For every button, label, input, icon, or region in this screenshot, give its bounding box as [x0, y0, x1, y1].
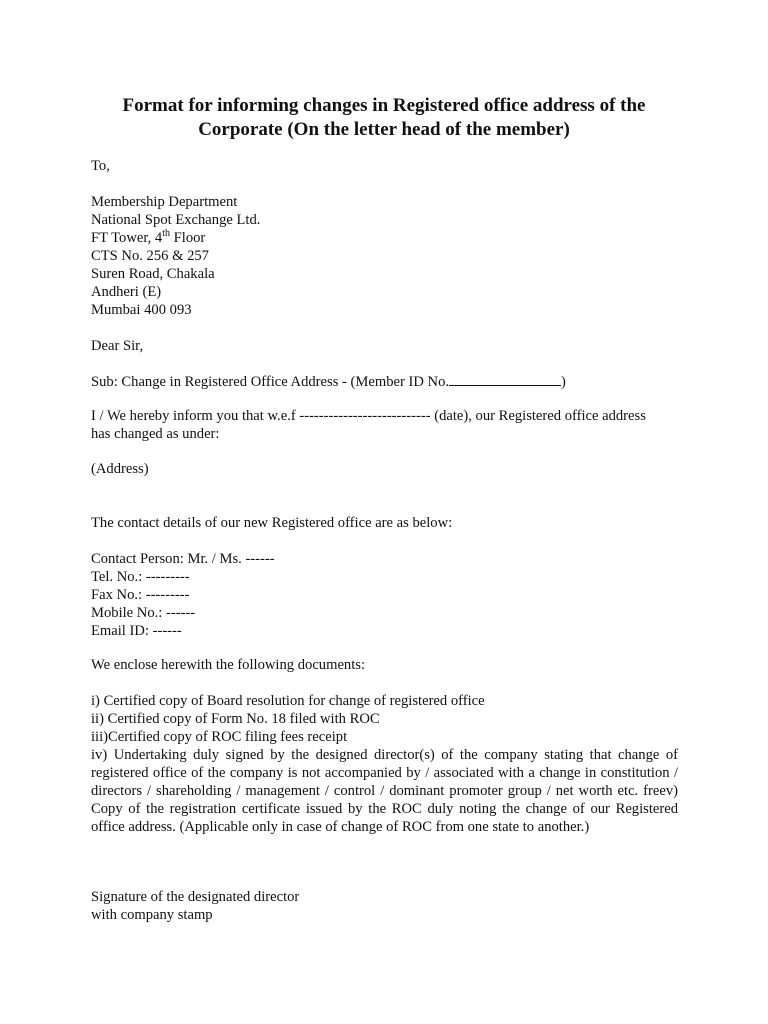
- enclose-intro: [91, 656, 678, 674]
- document-item-4-paragraph: [91, 746, 678, 836]
- intro-paragraph: [91, 407, 678, 443]
- address-placeholder-text: (Address): [91, 461, 149, 477]
- salutation-to: [91, 157, 678, 175]
- address-line-2: National Spot Exchange Ltd.: [91, 212, 261, 228]
- title-line-2: Corporate (On the letter head of the member): [198, 119, 570, 140]
- address-line-1: Membership Department: [91, 194, 238, 210]
- greeting-text: Dear Sir,: [91, 338, 144, 354]
- contact-mobile: Mobile No.: ------: [91, 605, 196, 621]
- to-line: To,: [91, 158, 110, 174]
- address-line-3: [91, 229, 678, 247]
- greeting: [91, 337, 678, 355]
- enclose-intro-text: We enclose herewith the following documents:: [91, 657, 366, 673]
- contact-person: Contact Person: Mr. / Ms. ------: [91, 551, 275, 567]
- documents-list: [91, 692, 678, 746]
- recipient-address: [91, 193, 678, 319]
- contact-details: [91, 550, 678, 640]
- subject-suffix: ): [561, 374, 566, 390]
- contact-intro-text: The contact details of our new Registered office are as below:: [91, 515, 453, 531]
- address-line-3-prefix: FT Tower, 4: [91, 230, 163, 246]
- intro-line-1: I / We hereby inform you that w.e.f --------------------------- (date), our Registered office address: [91, 408, 646, 424]
- contact-email: Email ID: ------: [91, 623, 182, 639]
- signature-line-1: Signature of the designated director: [91, 889, 300, 905]
- address-line-3-suffix: Floor: [170, 230, 206, 246]
- document-item-1: i) Certified copy of Board resolution for change of registered office: [91, 693, 485, 709]
- address-line-4: CTS No. 256 & 257: [91, 248, 209, 264]
- signature-block: [91, 888, 678, 924]
- address-line-6: Andheri (E): [91, 284, 162, 300]
- intro-line-2: has changed as under:: [91, 426, 220, 442]
- subject-prefix: Sub: Change in Registered Office Address - (Member ID No.: [91, 374, 450, 390]
- address-placeholder: [91, 460, 678, 478]
- document-item-2: ii) Certified copy of Form No. 18 filed with ROC: [91, 711, 380, 727]
- contact-tel: Tel. No.: ---------: [91, 569, 190, 585]
- contact-intro: [91, 514, 678, 532]
- document-title: [60, 94, 708, 142]
- title-line-1: Format for informing changes in Registered office address of the: [122, 95, 646, 116]
- document-item-4: iv) Undertaking duly signed by the designed director(s) of the company stating that change of registered office of the company is not accompanied by / associated with a change in constitution / directors / shareholding / management / control / dominant promoter group / net worth etc. freev) Copy of the registration certificate issued by the ROC duly noting the change of our Registered office address. (Applicable only in case of change of ROC from one state to another.): [91, 747, 678, 835]
- document-item-3: iii)Certified copy of ROC filing fees receipt: [91, 729, 348, 745]
- signature-line-2: with company stamp: [91, 907, 213, 923]
- subject-line: [91, 371, 678, 391]
- ordinal-superscript: th: [162, 228, 171, 240]
- address-line-7: Mumbai 400 093: [91, 302, 192, 318]
- subject-text: [91, 371, 678, 391]
- contact-fax: Fax No.: ---------: [91, 587, 190, 603]
- member-id-blank: [449, 371, 561, 386]
- address-line-5: Suren Road, Chakala: [91, 266, 215, 282]
